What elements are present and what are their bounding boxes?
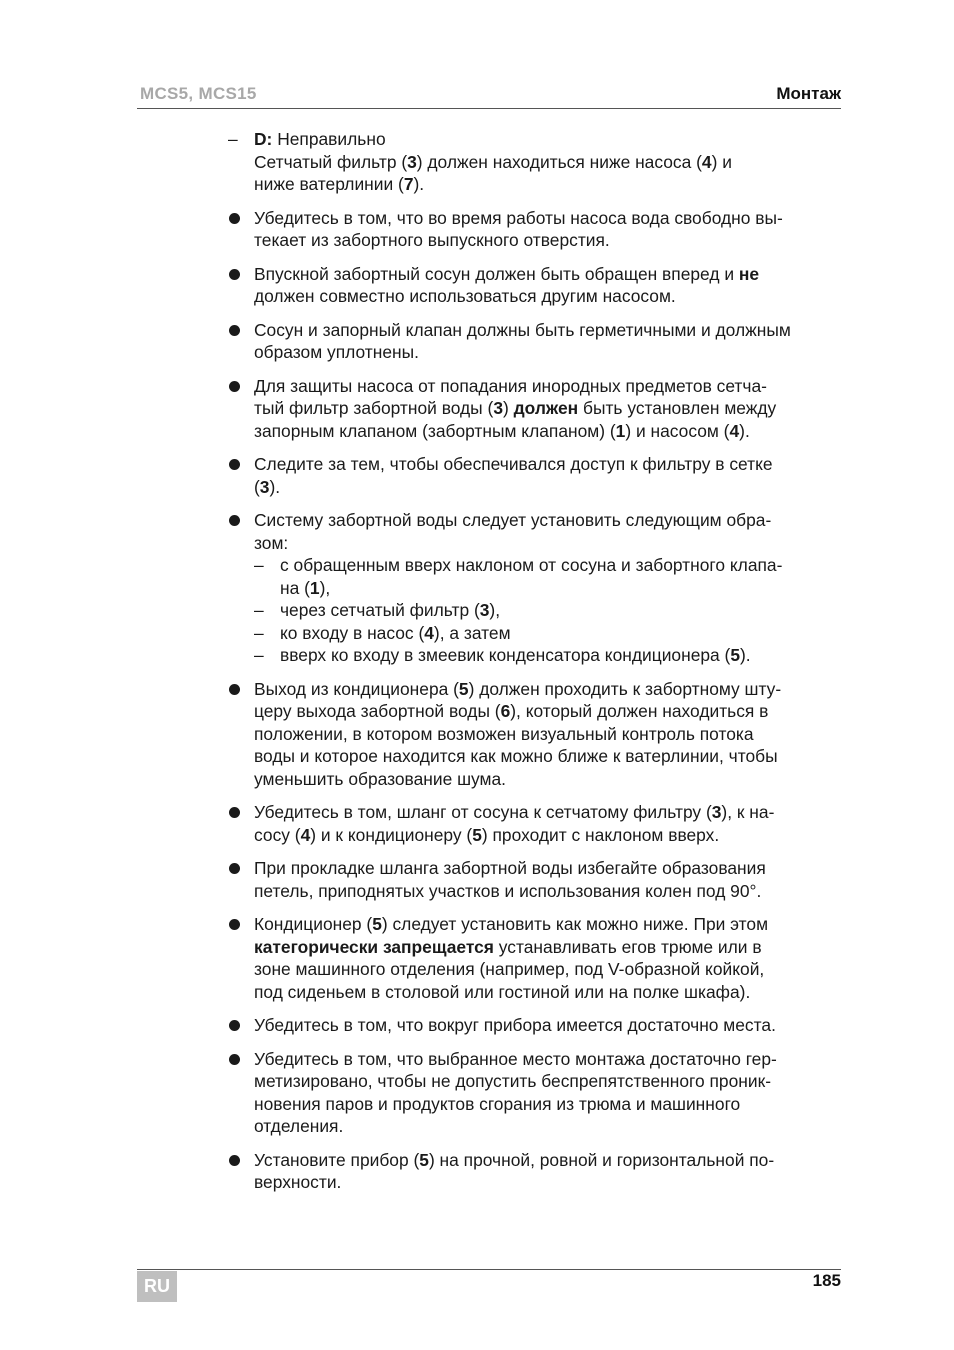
text-line [280, 554, 842, 577]
dash-marker: – [254, 645, 264, 665]
page-header [137, 82, 841, 109]
dash-item [254, 599, 842, 622]
bullet-item [228, 263, 842, 308]
text-line [254, 981, 842, 1004]
text-line [254, 936, 842, 959]
text-line [254, 801, 842, 824]
line-text: ), [489, 600, 501, 620]
line-text: зом: [254, 532, 289, 553]
text-line [254, 341, 842, 364]
line-text: Для защиты насоса от попадания инородных предметов сетча- [254, 375, 767, 396]
line-text: Убедитесь в том, что вокруг прибора имеется достаточно места. [254, 1015, 776, 1035]
bullet-dot-icon [229, 1155, 240, 1166]
emphasis-text: 3 [259, 476, 270, 497]
text-line [254, 397, 842, 420]
line-text: ). [740, 645, 751, 665]
line-text: устанавливать егов трюме или в [493, 936, 762, 957]
line-text: ) [502, 398, 514, 418]
line-text: Сетчатый фильтр ( [254, 151, 408, 172]
line-text: ) следует установить как можно ниже. При этом [381, 914, 769, 934]
dash-item [254, 554, 842, 599]
text-line [254, 173, 842, 196]
emphasis-text: 3 [407, 151, 417, 172]
dash-item [254, 622, 842, 645]
page-number: 185 [812, 1271, 841, 1290]
line-text: Установите прибор ( [254, 1149, 420, 1170]
sub-list [254, 554, 842, 667]
dash-item [228, 128, 842, 196]
line-text: на ( [280, 577, 310, 598]
emphasis-text: 4 [300, 824, 311, 845]
line-text: Выход из кондиционера ( [254, 678, 459, 699]
emphasis-text: 5 [458, 678, 469, 699]
dash-marker: – [254, 622, 264, 643]
line-text: уменьшить образование шума. [254, 768, 506, 789]
line-text: Убедитесь в том, что во время работы насоса вода свободно вы- [254, 207, 783, 228]
text-line [254, 476, 842, 499]
line-text: новения паров и продуктов сгорания из трюма и машинного [254, 1093, 741, 1114]
text-line [254, 509, 842, 532]
line-text: ) должен проходить к забортному шту- [468, 678, 782, 699]
emphasis-text: 5 [419, 1149, 429, 1170]
text-line [254, 1149, 842, 1172]
line-text: тый фильтр забортной воды ( [254, 398, 494, 418]
text-line [254, 285, 842, 308]
language-badge: RU [137, 1271, 177, 1302]
line-text: ), [319, 577, 331, 598]
section-title: Монтаж [776, 84, 841, 103]
line-text: ) и [711, 151, 732, 172]
text-line [254, 151, 842, 174]
text-line [254, 128, 842, 151]
footer-rule [137, 1269, 841, 1270]
line-text: Следите за тем, чтобы обеспечивался доступ к фильтру в сетке [254, 454, 773, 474]
line-text: ниже ватерлинии ( [254, 174, 404, 194]
emphasis-text: 4 [701, 151, 712, 172]
emphasis-text: должен [513, 398, 579, 418]
bullet-dot-icon [229, 325, 240, 336]
bullet-dot-icon [229, 269, 240, 280]
emphasis-text: 1 [309, 577, 320, 598]
line-text: Убедитесь в том, шланг от сосуна к сетчатому фильтру ( [254, 802, 712, 822]
bullet-dot-icon [229, 684, 240, 695]
emphasis-text: 3 [493, 398, 503, 418]
text-line [254, 1171, 842, 1194]
line-text: Убедитесь в том, что выбранное место монтажа достаточно гер- [254, 1048, 777, 1069]
line-text: ), а затем [433, 622, 511, 643]
text-line [254, 1048, 842, 1071]
line-text: петель, приподнятых участков и использования колен под 90°. [254, 880, 762, 901]
bullet-item [228, 801, 842, 846]
line-text: зоне машинного отделения (например, под V-образной койкой, [254, 959, 765, 979]
bullet-dot-icon [229, 1054, 240, 1065]
line-text: Систему забортной воды следует установить следующим обра- [254, 510, 772, 530]
bullet-item [228, 207, 842, 252]
text-line [254, 453, 842, 476]
line-text: вверх ко входу в змеевик конденсатора кондиционера ( [280, 645, 731, 665]
bullet-item [228, 509, 842, 667]
bullet-item [228, 1149, 842, 1194]
text-line [254, 824, 842, 847]
text-line [254, 678, 842, 701]
text-line [254, 263, 842, 286]
emphasis-text: 1 [615, 420, 626, 441]
item-label-rest: Неправильно [272, 129, 386, 149]
text-line [254, 958, 842, 981]
bullet-item [228, 1014, 842, 1037]
bullet-dot-icon [229, 1020, 240, 1031]
text-line [254, 913, 842, 936]
main-content [228, 128, 842, 1205]
text-line [254, 375, 842, 398]
line-text: метизировано, чтобы не допустить беспрепятственного проник- [254, 1071, 771, 1091]
line-text: церу выхода забортной воды ( [254, 701, 501, 721]
text-line [254, 1093, 842, 1116]
bullet-item [228, 913, 842, 1003]
bullet-dot-icon [229, 459, 240, 470]
line-text: ) и насосом ( [625, 420, 730, 441]
text-line [254, 1115, 842, 1138]
text-line [254, 768, 842, 791]
line-text: через сетчатый фильтр ( [280, 600, 480, 620]
line-text: ). [739, 420, 750, 441]
line-text: ( [254, 476, 260, 497]
emphasis-text: 5 [372, 914, 382, 934]
text-line [254, 532, 842, 555]
line-text: текает из забортного выпускного отверстия. [254, 230, 610, 250]
line-text: под сиденьем в столовой или гостиной или на полке шкафа). [254, 981, 751, 1002]
bullet-dot-icon [229, 863, 240, 874]
text-line [280, 622, 842, 645]
line-text: положении, в котором возможен визуальный контроль потока [254, 723, 754, 744]
line-text: ) на прочной, ровной и горизонтальной по- [428, 1149, 775, 1170]
line-text: образом уплотнены. [254, 342, 419, 362]
emphasis-text: не [738, 263, 760, 284]
text-line [254, 723, 842, 746]
bullet-item [228, 678, 842, 791]
dash-marker: – [254, 600, 264, 620]
text-line [254, 229, 842, 252]
emphasis-text: 5 [472, 824, 482, 845]
text-line [280, 644, 842, 667]
dash-marker: – [228, 129, 238, 149]
line-text: с обращенным вверх наклоном от сосуна и забортного клапа- [280, 555, 783, 575]
line-text: ). [413, 174, 425, 194]
line-text: ) должен находиться ниже насоса ( [416, 151, 702, 172]
item-lines [254, 151, 842, 196]
line-text: ), к на- [721, 802, 775, 822]
line-text: Впускной забортный сосун должен быть обращен вперед и [254, 263, 739, 284]
bullet-item [228, 857, 842, 902]
item-label: D: [254, 129, 273, 149]
text-line [254, 420, 842, 443]
line-text: ), который должен находиться в [510, 701, 769, 721]
text-line [254, 207, 842, 230]
bullet-dot-icon [229, 213, 240, 224]
document-id: MCS5, MCS15 [140, 84, 257, 103]
line-text: верхности. [254, 1172, 342, 1192]
bullet-item [228, 375, 842, 443]
text-line [254, 1014, 842, 1037]
emphasis-text: 4 [424, 622, 434, 643]
line-text: запорным клапаном (забортным клапаном) ( [254, 420, 616, 441]
line-text: ) и к кондиционеру ( [310, 824, 473, 845]
top-subitem [228, 128, 842, 196]
line-text: должен совместно использоваться другим насосом. [254, 286, 676, 306]
emphasis-text: категорически запрещается [254, 936, 494, 957]
emphasis-text: 4 [729, 420, 740, 441]
line-text: быть установлен между [578, 398, 777, 418]
line-text: ). [269, 476, 281, 497]
emphasis-text: 7 [403, 174, 414, 194]
bullet-item [228, 319, 842, 364]
line-text: воды и которое находится как можно ближе к ватерлинии, чтобы [254, 746, 778, 766]
text-line [254, 1070, 842, 1093]
text-line [280, 599, 842, 622]
text-line [254, 857, 842, 880]
line-text: ко входу в насос ( [280, 622, 425, 643]
bullet-dot-icon [229, 381, 240, 392]
emphasis-text: 5 [730, 645, 741, 665]
bullet-item [228, 453, 842, 498]
text-line [254, 700, 842, 723]
bullet-dot-icon [229, 919, 240, 930]
bullet-dot-icon [229, 515, 240, 526]
dash-item [254, 644, 842, 667]
text-line [280, 577, 842, 600]
line-text: ) проходит с наклоном вверх. [481, 824, 720, 845]
dash-marker: – [254, 555, 264, 575]
line-text: отделения. [254, 1116, 344, 1136]
emphasis-text: 6 [500, 701, 511, 721]
line-text: Кондиционер ( [254, 914, 373, 934]
bullet-dot-icon [229, 807, 240, 818]
text-line [254, 880, 842, 903]
line-text: При прокладке шланга забортной воды избегайте образования [254, 858, 766, 878]
emphasis-text: 3 [479, 600, 490, 620]
bullet-list [228, 207, 842, 1194]
text-line [254, 319, 842, 342]
emphasis-text: 3 [711, 802, 722, 822]
line-text: Сосун и запорный клапан должны быть герметичными и должным [254, 319, 791, 340]
line-text: сосу ( [254, 824, 301, 845]
text-line [254, 745, 842, 768]
bullet-item [228, 1048, 842, 1138]
